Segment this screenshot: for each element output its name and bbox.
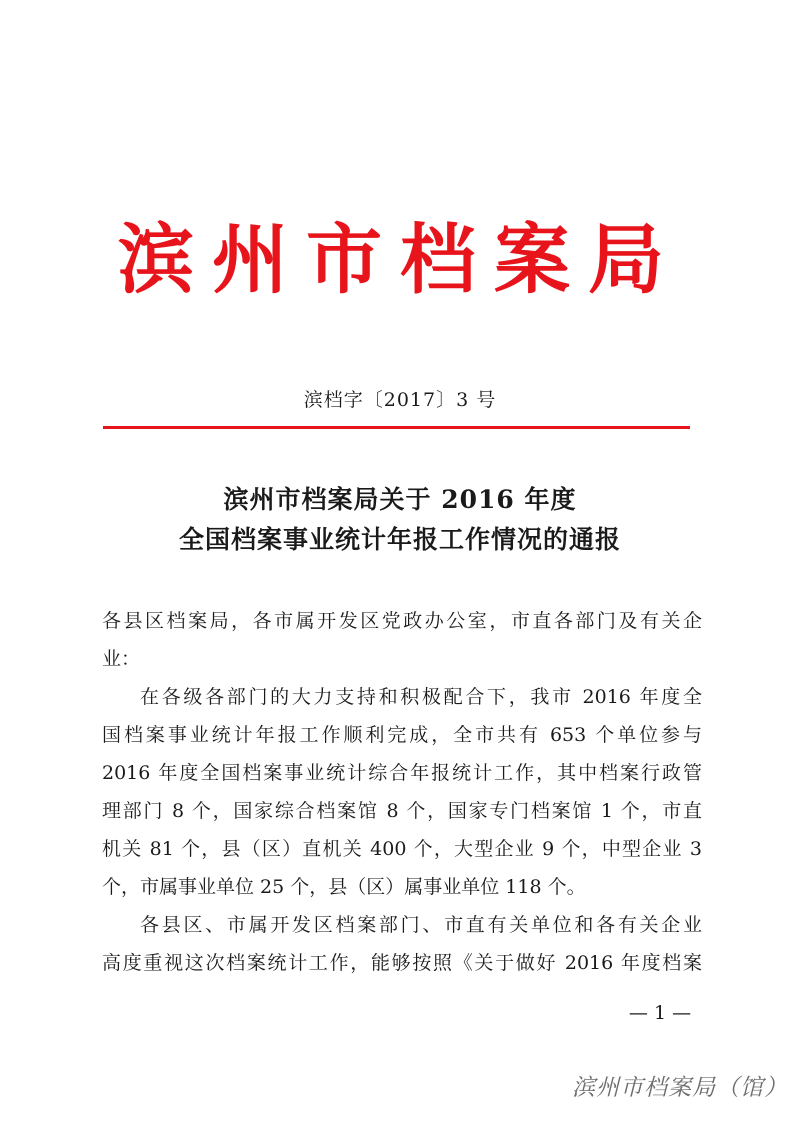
paragraph-line: 个，市属事业单位 25 个，县（区）属事业单位 118 个。 xyxy=(102,876,586,898)
addressee-line: 各县区档案局，各市属开发区党政办公室，市直各部门及有关企 xyxy=(102,610,702,632)
title-line-2: 全国档案事业统计年报工作情况的通报 xyxy=(178,525,621,554)
page-number: — 1 — xyxy=(628,1002,692,1024)
document-body xyxy=(102,602,702,982)
document-number: 滨档字〔2017〕3 号 xyxy=(303,389,497,411)
document-title xyxy=(100,480,700,560)
paragraph-line: 机关 81 个，县（区）直机关 400 个，大型企业 9 个，中型企业 3 xyxy=(102,838,702,860)
paragraph-line: 高度重视这次档案统计工作，能够按照《关于做好 2016 年度档案 xyxy=(102,952,702,974)
agency-masthead: 滨州市档案局 xyxy=(118,215,682,304)
paragraph-line: 在各级各部门的大力支持和积极配合下，我市 2016 年度全 xyxy=(140,686,702,708)
title-line-1: 滨州市档案局关于 2016 年度 xyxy=(223,485,577,514)
paragraph-line: 2016 年度全国档案事业统计综合年报统计工作，其中档案行政管 xyxy=(102,762,702,784)
red-divider xyxy=(103,426,690,429)
addressee-line-end: 业： xyxy=(102,648,141,670)
paragraph-line: 理部门 8 个，国家综合档案馆 8 个，国家专门档案馆 1 个，市直 xyxy=(102,800,702,822)
paragraph-line: 各县区、市属开发区档案部门、市直有关单位和各有关企业 xyxy=(140,914,702,936)
paragraph-line: 国档案事业统计年报工作顺利完成，全市共有 653 个单位参与 xyxy=(102,724,702,746)
watermark: 滨州市档案局（馆） xyxy=(572,1075,788,1101)
